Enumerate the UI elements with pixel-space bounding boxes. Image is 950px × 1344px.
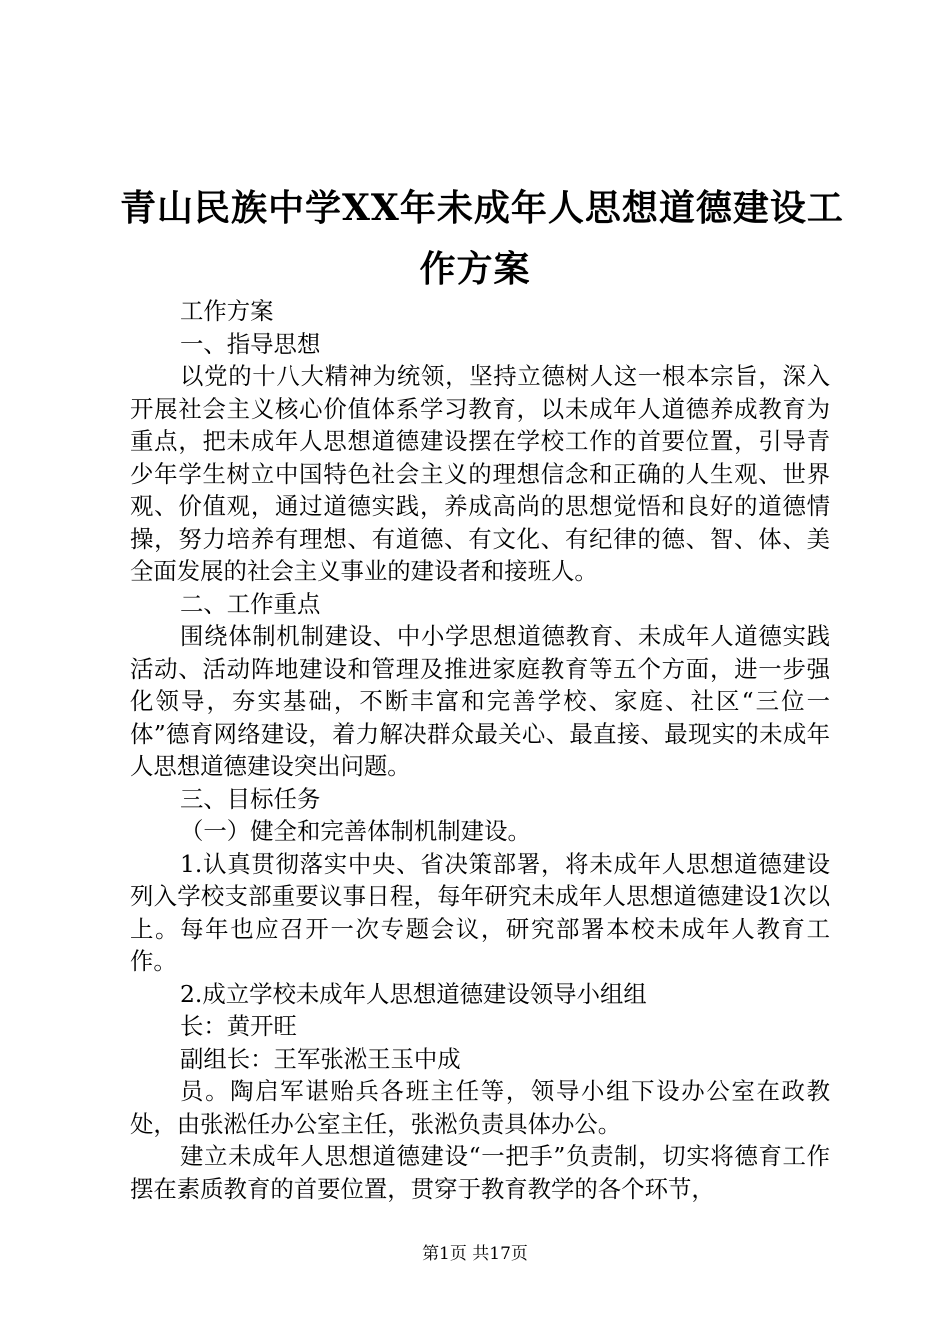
- paragraph: 以党的十八大精神为统领，坚持立德树人这一根本宗旨，深入开展社会主义核心价值体系学习教育，以未成年人道德养成教育为重点，把未成年人思想道德建设摆在学校工作的首要位置，引导青少年学生树立中国特色社会主义的理想信念和正确的人生观、世界观、价值观，通过道德实践，养成高尚的思想觉悟和良好的道德情操，努力培养有理想、有道德、有文化、有纪律的德、智、体、美全面发展的社会主义事业的建设者和接班人。: [130, 362, 830, 585]
- paragraph: 长：黄开旺: [180, 1012, 297, 1040]
- document-title-line-2: 作方案: [419, 248, 531, 290]
- document-body: [130, 295, 830, 1205]
- page-number-footer: 第1页 共17页: [422, 1244, 528, 1264]
- section-heading: 三、目标任务: [180, 784, 321, 813]
- paragraph: 2.成立学校未成年人思想道德建设领导小组组: [180, 979, 647, 1008]
- section-heading: 二、工作重点: [180, 589, 321, 618]
- section-label: 工作方案: [180, 297, 274, 325]
- paragraph: 围绕体制机制建设、中小学思想道德教育、未成年人道德实践活动、活动阵地建设和管理及推进家庭教育等五个方面，进一步强化领导，夯实基础，不断丰富和完善学校、家庭、社区“三位一体”德育网络建设，着力解决群众最关心、最直接、最现实的未成年人思想道德建设突出问题。: [130, 622, 830, 780]
- paragraph: 1.认真贯彻落实中央、省决策部署，将未成年人思想道德建设列入学校支部重要议事日程，每年研究未成年人思想道德建设1次以上。每年也应召开一次专题会议，研究部署本校未成年人教育工作。: [130, 849, 830, 975]
- paragraph: 员。陶启军谌贻兵各班主任等，领导小组下设办公室在政教处，由张淞任办公室主任，张淞负责具体办公。: [130, 1077, 830, 1138]
- section-heading: 一、指导思想: [180, 329, 321, 358]
- paragraph: 建立未成年人思想道德建设“一把手”负责制，切实将德育工作摆在素质教育的首要位置，贯穿于教育教学的各个环节，: [130, 1142, 830, 1203]
- paragraph: 副组长：王军张淞王玉中成: [180, 1044, 461, 1073]
- document-title-line-1: 青山民族中学XX年未成年人思想道德建设工: [120, 187, 844, 229]
- subsection-heading: （一）健全和完善体制机制建设。: [180, 817, 531, 845]
